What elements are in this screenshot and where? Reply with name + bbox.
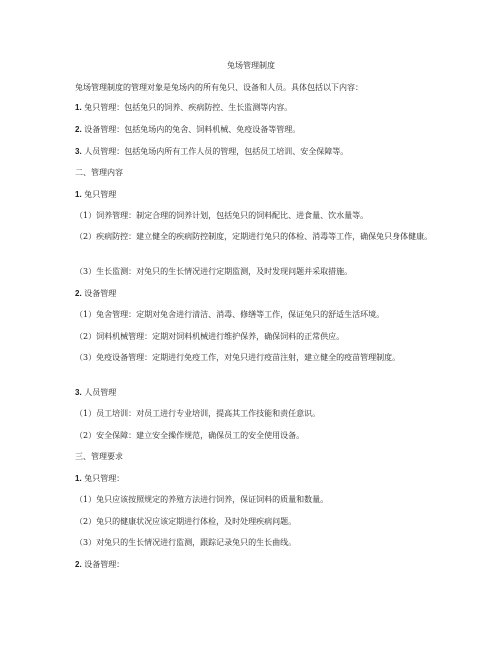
page-title: 兔场管理制度	[227, 61, 275, 70]
list-item: （3）对兔只的生长情况进行监测，跟踪记录兔只的生长曲线。	[75, 538, 297, 547]
list-item: （2）兔只的健康状况应该定期进行体检，及时处理疾病问题。	[75, 517, 297, 526]
subsection-heading: 3. 人员管理	[75, 388, 117, 397]
list-item: （3）生长监测：对兔只的生长情况进行定期监测，及时发现问题并采取措施。	[75, 267, 353, 276]
subsection-heading: 2. 设备管理	[75, 289, 117, 298]
list-item: 1. 兔只管理：包括兔只的饲养、疾病防控、生长监测等内容。	[75, 103, 293, 112]
subsection-heading: 2. 设备管理：	[75, 560, 125, 569]
list-item: （2）饲料机械管理：定期对饲料机械进行维护保养，确保饲料的正常供应。	[75, 332, 345, 341]
list-item: （1）饲养管理：制定合理的饲养计划，包括兔只的饲料配比、进食量、饮水量等。	[75, 211, 369, 220]
intro-paragraph: 兔场管理制度的管理对象是兔场内的所有兔只、设备和人员。具体包括以下内容：	[75, 83, 363, 92]
list-item: （1）兔只应该按照规定的养殖方法进行饲养，保证饲料的质量和数量。	[75, 495, 329, 504]
list-item: （2）疾病防控：建立健全的疾病防控制度，定期进行兔只的体检、消毒等工作，确保兔只身体健康。	[75, 232, 433, 241]
section-heading: 二、管理内容	[75, 168, 123, 177]
list-item: 3. 人员管理：包括兔场内所有工作人员的管理，包括员工培训、安全保障等。	[75, 147, 349, 156]
subsection-heading: 1. 兔只管理：	[75, 474, 125, 483]
section-heading: 三、管理要求	[75, 452, 123, 461]
subsection-heading: 1. 兔只管理	[75, 190, 117, 199]
list-item: （1）兔舍管理：定期对兔舍进行清洁、消毒、修缮等工作，保证兔只的舒适生活环境。	[75, 310, 385, 319]
list-item: （3）免疫设备管理：定期进行免疫工作，对兔只进行疫苗注射，建立健全的疫苗管理制度。	[75, 353, 401, 362]
list-item: 2. 设备管理：包括兔场内的兔舍、饲料机械、免疫设备等管理。	[75, 125, 301, 134]
list-item: （1）员工培训：对员工进行专业培训，提高其工作技能和责任意识。	[75, 409, 321, 418]
list-item: （2）安全保障：建立安全操作规范，确保员工的安全使用设备。	[75, 431, 305, 440]
